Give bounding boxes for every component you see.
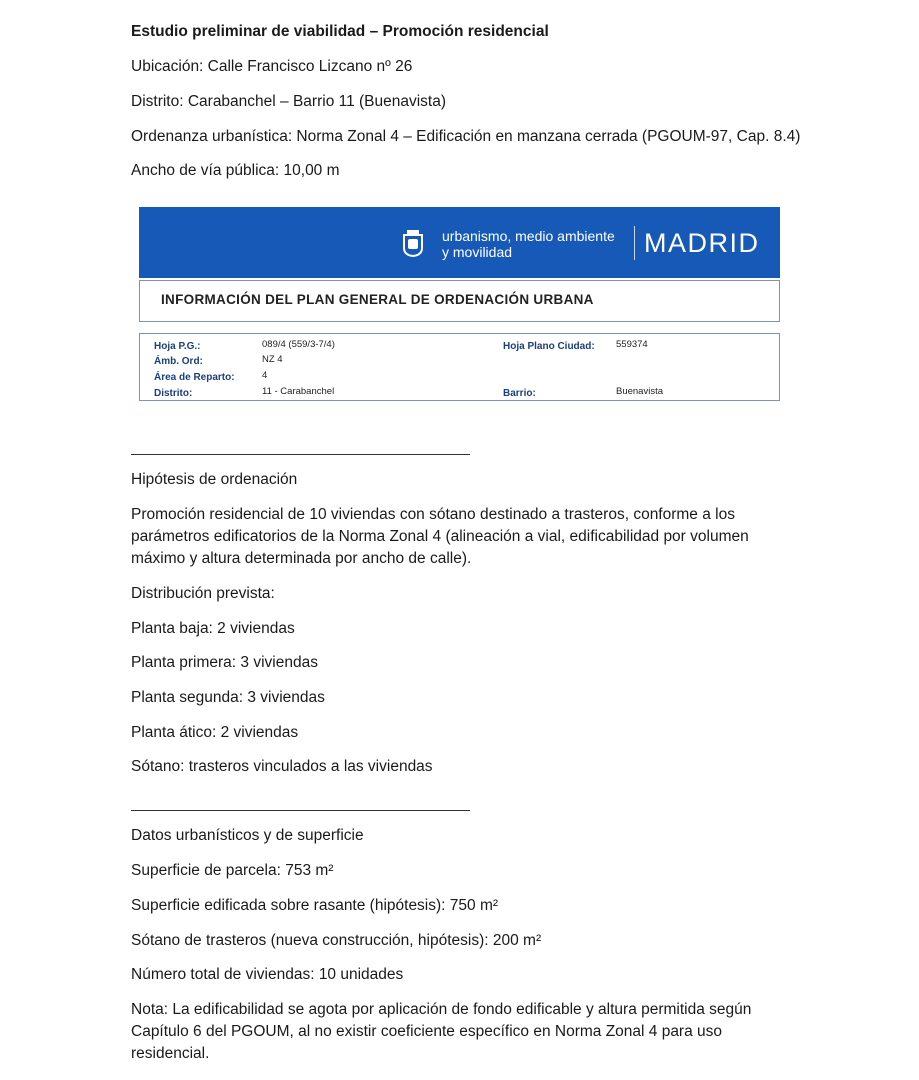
hoja-plano-label: Hoja Plano Ciudad: [503,341,595,352]
amb-ord-value: NZ 4 [262,354,283,365]
urban-data-item: Número total de viviendas: 10 unidades [131,966,404,983]
madrid-crest-icon [402,229,424,257]
info-title-box [139,280,780,322]
hoja-plano-value: 559374 [616,339,648,350]
document-title: Estudio preliminar de viabilidad – Promoción residencial [131,23,549,40]
distribution-heading: Distribución prevista: [131,585,275,602]
info-title: INFORMACIÓN DEL PLAN GENERAL DE ORDENACIÓN URBANA [161,292,594,307]
barrio-label: Barrio: [503,388,536,399]
barrio-value: Buenavista [616,386,664,397]
area-reparto-value: 4 [262,370,268,381]
banner-tagline-line1: urbanismo, medio ambiente [442,228,615,244]
urban-data-item: Superficie edificada sobre rasante (hipótesis): 750 m² [131,897,499,914]
banner-tagline-line2: y movilidad [442,244,513,260]
hoja-pg-label: Hoja P.G.: [154,341,201,352]
ordinance-line: Ordenanza urbanística: Norma Zonal 4 – Edificación en manzana cerrada (PGOUM-97, Cap. 8.4) [131,128,801,145]
distrito-value: 11 - Carabanchel [262,386,335,397]
area-reparto-label: Área de Reparto: [154,372,235,383]
floor-item: Planta segunda: 3 viviendas [131,689,325,706]
hypothesis-description: Promoción residencial de 10 viviendas con sótano destinado a trasteros, conforme a los parámetros edificatorios de la Norma Zonal 4 (alineación a vial, edificabilidad por volumen máximo y altura determinada por ancho de calle). [131,506,749,567]
street-width-line: Ancho de vía pública: 10,00 m [131,162,340,179]
hoja-pg-value: 089/4 (559/3-7/4) [262,339,335,350]
floor-item: Sótano: trasteros vinculados a las viviendas [131,758,433,775]
urban-data-item: Sótano de trasteros (nueva construcción, hipótesis): 200 m² [131,932,542,949]
amb-ord-label: Ámb. Ord: [154,356,203,367]
banner-divider [634,226,635,260]
floor-item: Planta primera: 3 viviendas [131,654,318,671]
urban-data-item: Superficie de parcela: 753 m² [131,862,334,879]
banner-city-logo: MADRID [644,228,760,258]
urban-data-heading: Datos urbanísticos y de superficie [131,827,364,844]
floor-item: Planta baja: 2 viviendas [131,620,295,637]
section-divider [131,454,470,455]
section-divider [131,810,470,811]
info-data-box [139,333,780,401]
madrid-banner [139,207,780,278]
distrito-label: Distrito: [154,388,193,399]
location-line: Ubicación: Calle Francisco Lizcano nº 26 [131,58,413,75]
banner-tagline [442,228,615,260]
floor-item: Planta ático: 2 viviendas [131,724,299,741]
hypothesis-heading: Hipótesis de ordenación [131,471,298,488]
district-line: Distrito: Carabanchel – Barrio 11 (Buenavista) [131,93,447,110]
urban-data-note: Nota: La edificabilidad se agota por aplicación de fondo edificable y altura permitida según Capítulo 6 del PGOUM, al no existir coeficiente específico en Norma Zonal 4 para uso residencial. [131,1001,752,1062]
